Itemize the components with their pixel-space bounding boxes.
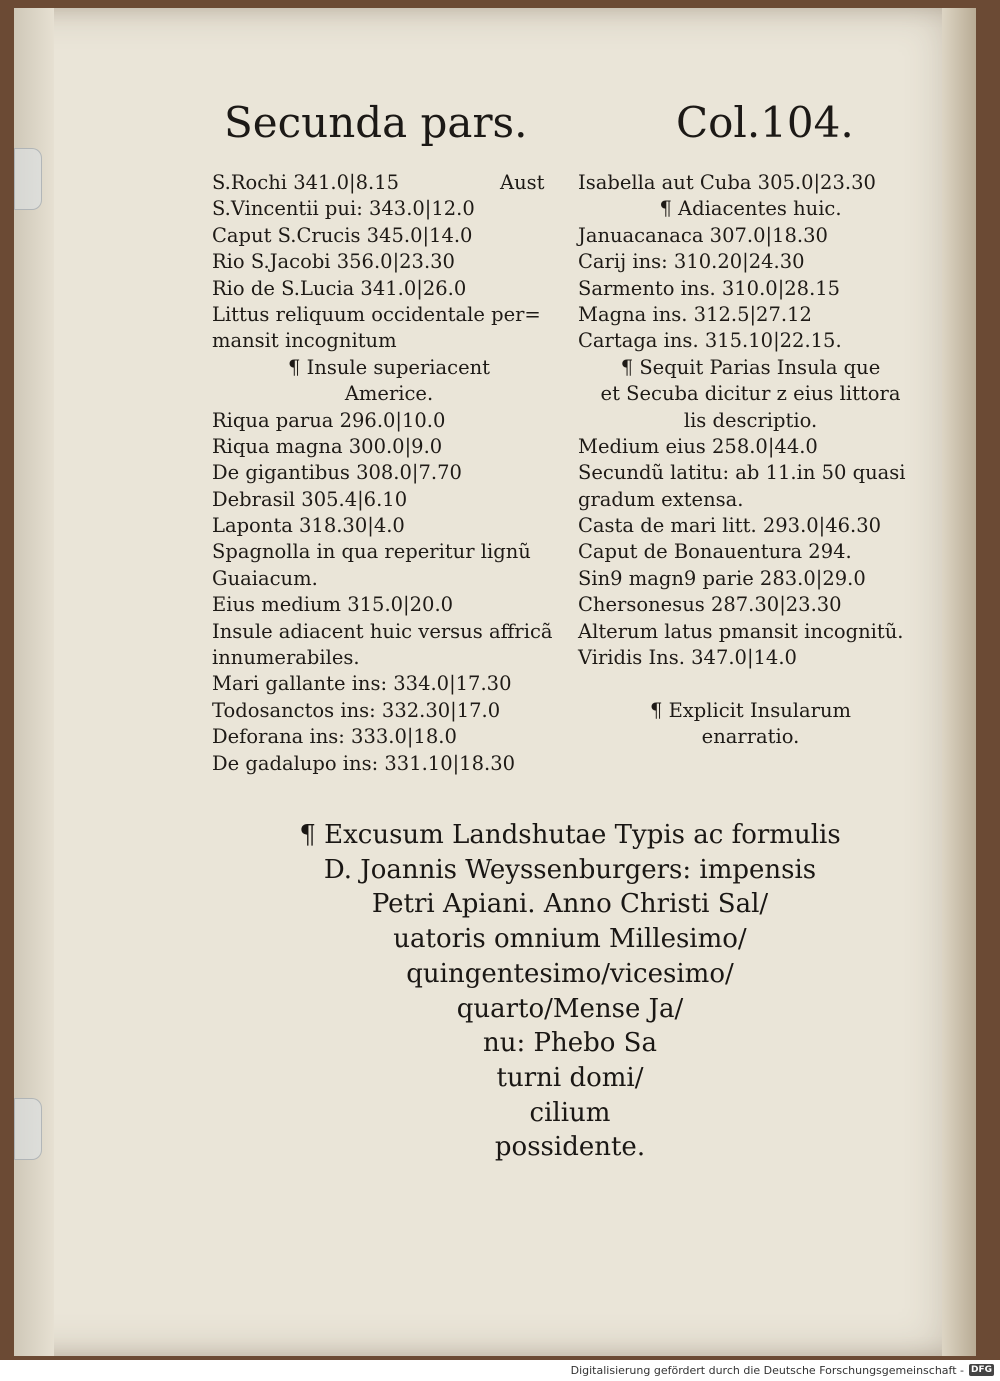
- entry-text: Secundũ latitu: ab 11.in 50 quasi: [578, 461, 906, 485]
- entry-text: Caput de Bonauentura 294.: [578, 540, 852, 564]
- entry-line: [212, 619, 566, 645]
- colophon-line: possidente.: [494, 1132, 646, 1163]
- entry-line: [578, 381, 923, 407]
- entry-line: [578, 302, 923, 328]
- entry-line: [578, 698, 923, 724]
- entry-text: Riqua magna 300.0|9.0: [212, 434, 443, 458]
- entry-text: gradum extensa.: [578, 487, 744, 511]
- entry-line: [212, 751, 566, 777]
- entry-line: [212, 645, 566, 671]
- left-column: [212, 170, 566, 777]
- entry-text: Medium eius 258.0|44.0: [578, 434, 818, 458]
- colophon-line: quingentesimo/vicesimo/: [406, 958, 734, 989]
- entry-text: Laponta 318.30|4.0: [212, 514, 405, 538]
- entry-line: [578, 487, 923, 513]
- entry-text: Eius medium 315.0|20.0: [212, 593, 454, 617]
- right-column: [578, 170, 923, 751]
- column-number: Col.104.: [676, 98, 854, 147]
- page-edge: [942, 8, 976, 1356]
- entry-text: Americe.: [344, 382, 434, 406]
- entry-text: Carij ins: 310.20|24.30: [578, 250, 805, 274]
- entry-line: [212, 671, 566, 697]
- entry-text: Debrasil 305.4|6.10: [212, 487, 408, 511]
- entry-text: Littus reliquum occidentale per=: [212, 302, 541, 326]
- entry-line: [578, 460, 923, 486]
- entry-text: Cartaga ins. 315.10|22.15.: [578, 329, 842, 353]
- entry-line: [578, 592, 923, 618]
- entry-text: enarratio.: [701, 725, 800, 749]
- entry-text: Rio de S.Lucia 341.0|26.0: [212, 276, 467, 300]
- entry-line: [212, 408, 566, 434]
- entry-line: [578, 539, 923, 565]
- entry-line: [578, 223, 923, 249]
- entry-line: [212, 249, 566, 275]
- entry-text: Rio S.Jacobi 356.0|23.30: [212, 250, 455, 274]
- entry-text: S.Vincentii pui: 343.0|12.0: [212, 197, 475, 221]
- entry-line: [578, 645, 923, 671]
- entry-line: [212, 196, 566, 222]
- page-clip-icon: [14, 1098, 42, 1160]
- entry-line: [578, 249, 923, 275]
- entry-line: [578, 170, 923, 196]
- entry-text: Magna ins. 312.5|27.12: [578, 302, 812, 326]
- funding-note: Digitalisierung gefördert durch die Deutsche Forschungsgemeinschaft -: [570, 1364, 964, 1377]
- entry-line: [212, 434, 566, 460]
- entry-text: S.Rochi 341.0|8.15: [212, 171, 400, 194]
- entry-text: De gigantibus 308.0|7.70: [212, 461, 462, 485]
- footer: [0, 1360, 1000, 1381]
- entry-line: [212, 592, 566, 618]
- entry-text: Januacanaca 307.0|18.30: [578, 223, 828, 247]
- entry-text: Chersonesus 287.30|23.30: [578, 593, 842, 617]
- entry-line: [212, 724, 566, 750]
- colophon-line: turni domi/: [496, 1062, 644, 1093]
- colophon-line: cilium: [529, 1097, 611, 1128]
- entry-text: Mari gallante ins: 334.0|17.30: [212, 672, 512, 696]
- entry-line: [212, 170, 566, 196]
- entry-text: Casta de mari litt. 293.0|46.30: [578, 514, 882, 538]
- entry-aside: Aust: [500, 171, 545, 194]
- colophon-line: uatoris omnium Millesimo/: [393, 924, 747, 955]
- entry-line: [212, 487, 566, 513]
- colophon: [270, 818, 870, 1165]
- entry-line: [578, 671, 923, 697]
- entry-text: Sin9 magn9 parie 283.0|29.0: [578, 566, 866, 590]
- colophon-line: quarto/Mense Ja/: [456, 993, 684, 1024]
- running-title: Secunda pars.: [224, 98, 528, 147]
- entry-text: Isabella aut Cuba 305.0|23.30: [578, 171, 876, 194]
- colophon-line: nu: Phebo Sa: [482, 1028, 657, 1059]
- entry-text: Sarmento ins. 310.0|28.15: [578, 276, 841, 300]
- entry-text: ¶ Insule superiacent: [287, 355, 491, 379]
- colophon-line: Petri Apiani. Anno Christi Sal/: [371, 889, 769, 920]
- entry-line: [212, 381, 566, 407]
- page-header: [0, 98, 1000, 158]
- entry-line: [212, 223, 566, 249]
- entry-text: Guaiacum.: [212, 566, 318, 590]
- entry-line: [578, 355, 923, 381]
- entry-line: [578, 513, 923, 539]
- entry-line: [578, 619, 923, 645]
- entry-line: [212, 566, 566, 592]
- entry-line: [212, 539, 566, 565]
- entry-text: Caput S.Crucis 345.0|14.0: [212, 223, 473, 247]
- entry-text: Alterum latus pmansit incognitũ.: [578, 619, 904, 643]
- entry-line: [212, 698, 566, 724]
- entry-line: [212, 460, 566, 486]
- entry-line: [212, 276, 566, 302]
- entry-text: Deforana ins: 333.0|18.0: [212, 725, 457, 749]
- entry-line: [212, 302, 566, 328]
- entry-text: Riqua parua 296.0|10.0: [212, 408, 446, 432]
- dfg-logo: DFG: [970, 1365, 992, 1375]
- entry-text: ¶ Adiacentes huic.: [659, 197, 842, 221]
- entry-line: [212, 328, 566, 354]
- entry-line: [578, 276, 923, 302]
- entry-line: [578, 328, 923, 354]
- entry-line: [578, 724, 923, 750]
- entry-text: innumerabiles.: [212, 646, 360, 670]
- entry-line: [578, 434, 923, 460]
- entry-line: [578, 196, 923, 222]
- entry-text: Todosanctos ins: 332.30|17.0: [212, 698, 501, 722]
- entry-line: [212, 355, 566, 381]
- entry-text: ¶ Explicit Insularum: [649, 698, 852, 722]
- entry-text: ¶ Sequit Parias Insula que: [620, 355, 881, 379]
- colophon-line: D. Joannis Weyssenburgers: impensis: [323, 854, 817, 885]
- entry-text: Spagnolla in qua reperitur lignũ: [212, 540, 531, 564]
- colophon-line: ¶ Excusum Landshutae Typis ac formulis: [299, 820, 841, 850]
- entry-line: [212, 513, 566, 539]
- entry-text: Insule adiacent huic versus affricã: [212, 619, 553, 643]
- entry-text: lis descriptio.: [683, 408, 818, 432]
- entry-text: Viridis Ins. 347.0|14.0: [578, 646, 797, 670]
- entry-line: [578, 566, 923, 592]
- entry-text: mansit incognitum: [212, 329, 397, 353]
- entry-text: et Secuba dicitur z eius littora: [600, 382, 901, 406]
- entry-line: [578, 408, 923, 434]
- entry-text: De gadalupo ins: 331.10|18.30: [212, 751, 516, 775]
